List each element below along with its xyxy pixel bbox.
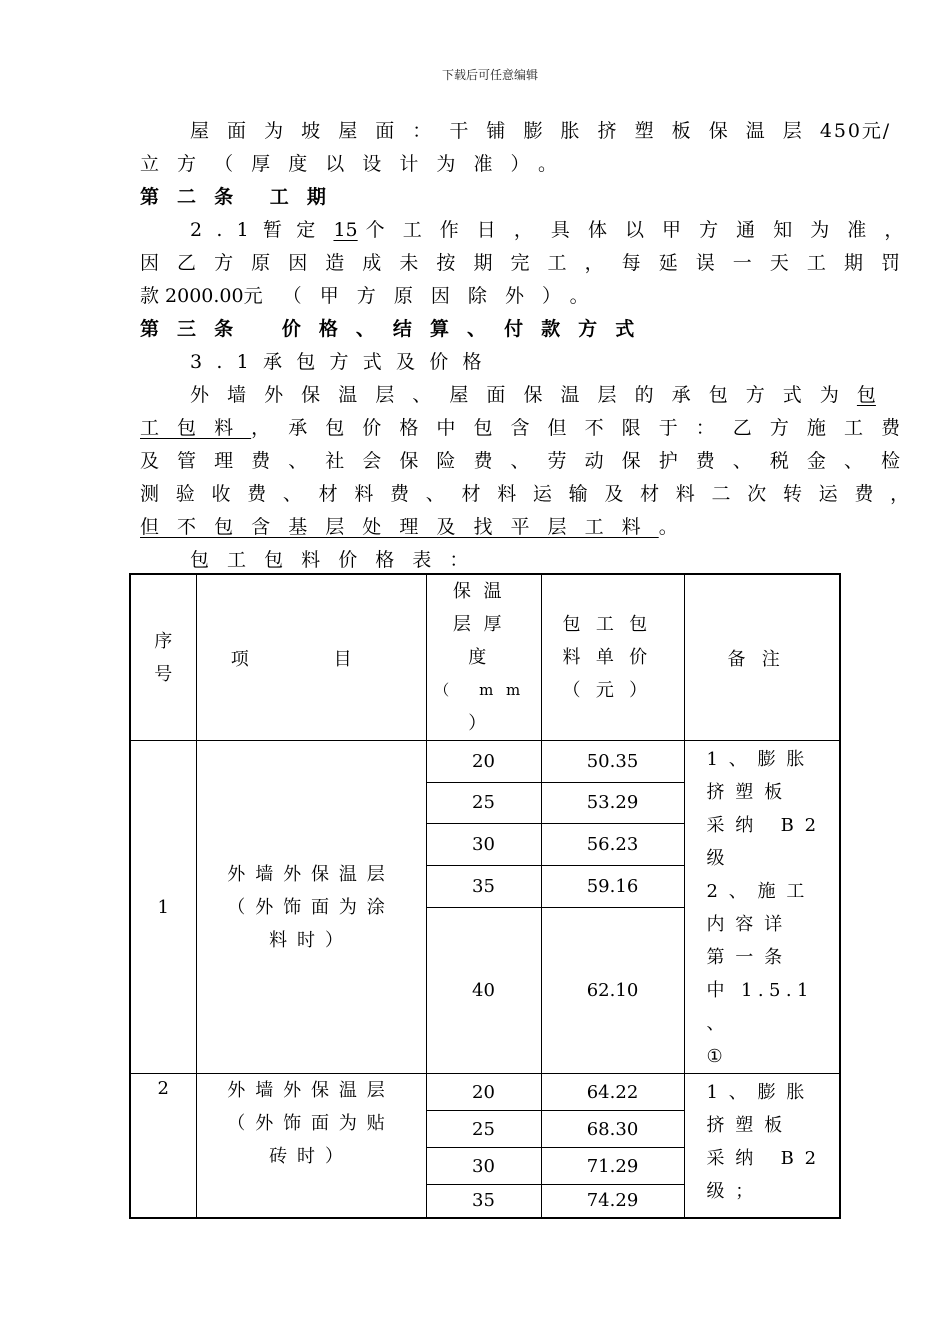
price-cell: 59.16 bbox=[541, 865, 684, 907]
section-3-heading bbox=[140, 317, 652, 341]
price-cell: 53.29 bbox=[541, 782, 684, 824]
page-header-watermark: 下载后可任意编辑 bbox=[441, 68, 538, 82]
contract-para-text2: ，承包价格中包含但不限于：乙方施工费 bbox=[251, 417, 919, 439]
paragraph-roof bbox=[190, 119, 891, 143]
contract-exclusion: 但不包含基层处理及找平层工料 bbox=[140, 516, 659, 538]
paragraph-roof-cont: 立方（厚度以设计为准）。 bbox=[140, 153, 576, 175]
row-2-note: 1、膨胀 挤塑板 采纳 B2 级； bbox=[684, 1074, 840, 1218]
thickness-cell: 40 bbox=[426, 907, 541, 1074]
section-2-number: 第二条 bbox=[140, 186, 252, 208]
table-row bbox=[130, 1074, 840, 1111]
row-1-item: 外墙外保温层 （外饰面为涂 料时） bbox=[196, 741, 426, 1074]
header-note: 备注 bbox=[684, 574, 840, 741]
thickness-cell: 30 bbox=[426, 824, 541, 866]
row-1-no: 1 bbox=[130, 741, 196, 1074]
clause-2-1-days: 15 bbox=[333, 219, 358, 241]
contract-para-text1: 外墙外保温层、屋面保温层的承包方式为 bbox=[190, 384, 857, 406]
contract-para-end: 。 bbox=[658, 516, 678, 538]
header-unit-price: 包工包 料单价 （元） bbox=[541, 574, 684, 741]
contract-para-line3: 及管理费、社会保险费、劳动保护费、税金、检 bbox=[140, 450, 919, 472]
price-cell: 56.23 bbox=[541, 824, 684, 866]
clause-2-1-rest: 个工作日，具体以甲方通知为准， bbox=[365, 219, 922, 241]
price-cell: 71.29 bbox=[541, 1148, 684, 1185]
thickness-cell: 35 bbox=[426, 865, 541, 907]
section-3-title: 价格、结算、付款方式 bbox=[281, 318, 653, 340]
contract-para-line1 bbox=[190, 383, 900, 407]
price-cell: 64.22 bbox=[541, 1074, 684, 1111]
price-cell: 50.35 bbox=[541, 741, 684, 783]
section-2-heading bbox=[140, 185, 344, 209]
section-3-number: 第三条 bbox=[140, 318, 252, 340]
clause-2-1-start: 2.1暂定 bbox=[190, 219, 330, 241]
contract-para-line2 bbox=[140, 416, 918, 440]
price-cell: 74.29 bbox=[541, 1185, 684, 1218]
clause-3-1: 3.1承包方式及价格 bbox=[190, 351, 496, 373]
thickness-cell: 20 bbox=[426, 1074, 541, 1111]
price-cell: 62.10 bbox=[541, 907, 684, 1074]
table-row bbox=[130, 741, 840, 783]
contract-type-part1: 包 bbox=[856, 384, 876, 406]
clause-2-1-line3 bbox=[140, 284, 607, 308]
thickness-cell: 30 bbox=[426, 1148, 541, 1185]
thickness-cell: 25 bbox=[426, 782, 541, 824]
table-header-row bbox=[130, 574, 840, 741]
thickness-cell: 20 bbox=[426, 741, 541, 783]
roof-text: 屋面为坡屋面：干铺膨胀挤塑板保温层 bbox=[190, 120, 820, 142]
contract-type-part2: 工包料 bbox=[140, 417, 252, 439]
row-2-no: 2 bbox=[130, 1074, 196, 1218]
row-2-item: 外墙外保温层 （外饰面为贴 砖时） bbox=[196, 1074, 426, 1218]
table-caption: 包工包料价格表： bbox=[190, 549, 487, 571]
penalty-amount: 款 2000.00元 bbox=[140, 285, 263, 307]
header-no: 序 号 bbox=[130, 574, 196, 741]
section-2-title: 工期 bbox=[269, 186, 344, 208]
header-item: 项 目 bbox=[196, 574, 426, 741]
thickness-cell: 35 bbox=[426, 1185, 541, 1218]
roof-price: 450元/ bbox=[819, 120, 892, 142]
row-1-note: 1、膨胀 挤塑板 采纳 B2 级 2、施工 内容详 第一条 中 1.5.1 、 ① bbox=[684, 741, 840, 1074]
clause-2-1 bbox=[190, 218, 921, 242]
price-cell: 68.30 bbox=[541, 1111, 684, 1148]
clause-2-1-line2: 因乙方原因造成未按期完工，每延误一天工期罚 bbox=[140, 252, 919, 274]
penalty-exception: （甲方原因除外）。 bbox=[282, 285, 607, 307]
contract-para-line4: 测验收费、材料费、材料运输及材料二次转运费， bbox=[140, 483, 926, 505]
contract-para-line5 bbox=[140, 515, 678, 539]
price-table bbox=[129, 573, 841, 1219]
thickness-cell: 25 bbox=[426, 1111, 541, 1148]
header-thickness: 保温 层厚 度 （ mm ） bbox=[426, 574, 541, 741]
